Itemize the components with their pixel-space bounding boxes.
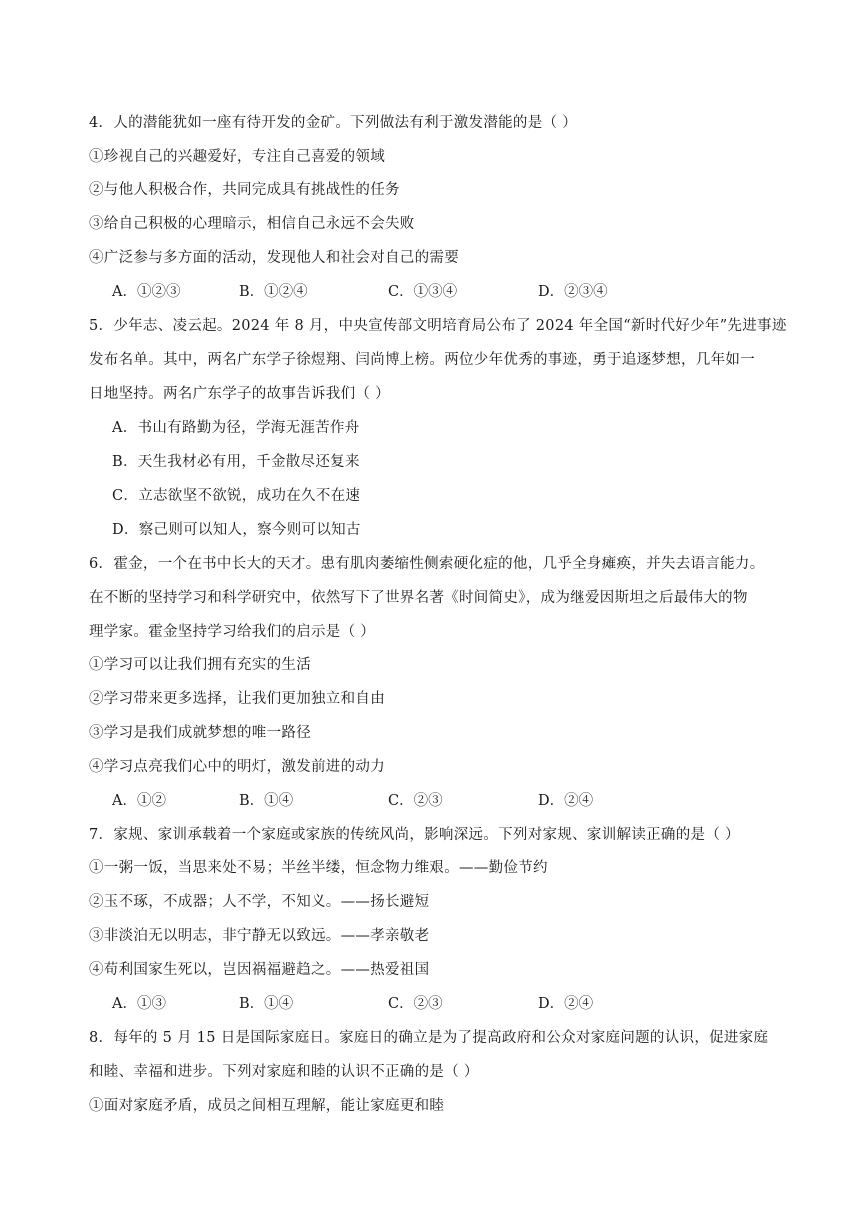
question-6-option-c[interactable]: C．②③ <box>388 793 443 809</box>
question-5-option-d[interactable]: D．察己则可以知人，察今则可以知古 <box>112 522 361 538</box>
question-4-statement-3: ③给自己积极的心理暗示，相信自己永远不会失败 <box>89 216 415 232</box>
question-7-option-d[interactable]: D．②④ <box>538 996 594 1012</box>
question-6-stem-line-2: 在不断的坚持学习和科学研究中，依然写下了世界名著《时间简史》，成为继爱因斯坦之后最伟大的物 <box>89 590 748 606</box>
question-7-stem: 7．家规、家训承载着一个家庭或家族的传统风尚，影响深远。下列对家规、家训解读正确的是（ ） <box>89 827 740 843</box>
question-5-stem-line-3: 日地坚持。两名广东学子的故事告诉我们（ ） <box>89 386 390 402</box>
question-7-option-c[interactable]: C．②③ <box>388 996 443 1012</box>
question-5-option-a[interactable]: A．书山有路勤为径，学海无涯苦作舟 <box>112 420 360 436</box>
question-6-option-a[interactable]: A．①② <box>112 793 166 809</box>
question-5-stem-line-1: 5．少年志、凌云起。2024 年 8 月，中央宣传部文明培育局公布了 2024 年全国“新时代好少年”先进事迹 <box>89 318 787 334</box>
question-4-option-b[interactable]: B．①②④ <box>239 284 308 300</box>
question-7-option-a[interactable]: A．①③ <box>112 996 166 1012</box>
question-4-statement-1: ①珍视自己的兴趣爱好，专注自己喜爱的领域 <box>89 149 385 165</box>
question-6-statement-4: ④学习点亮我们心中的明灯，激发前进的动力 <box>89 759 385 775</box>
question-5-stem-line-2: 发布名单。其中，两名广东学子徐煜翔、闫尚博上榜。两位少年优秀的事迹，勇于追逐梦想，几年如一 <box>89 352 755 368</box>
question-4-statement-2: ②与他人积极合作，共同完成具有挑战性的任务 <box>89 182 400 198</box>
question-7-statement-4: ④苟利国家生死以，岂因祸福避趋之。——热爱祖国 <box>89 962 430 978</box>
question-4-stem: 4．人的潜能犹如一座有待开发的金矿。下列做法有利于激发潜能的是（ ） <box>89 115 578 131</box>
question-4-option-a[interactable]: A．①②③ <box>112 284 181 300</box>
question-6-stem-line-3: 理学家。霍金坚持学习给我们的启示是（ ） <box>89 624 376 640</box>
question-7-statement-2: ②玉不琢，不成器；人不学，不知义。——扬长避短 <box>89 894 430 910</box>
question-7-option-b[interactable]: B．①④ <box>239 996 294 1012</box>
question-5-option-b[interactable]: B．天生我材必有用，千金散尽还复来 <box>112 454 360 470</box>
question-6-statement-3: ③学习是我们成就梦想的唯一路径 <box>89 725 311 741</box>
question-8-stem-line-2: 和睦、幸福和进步。下列对家庭和睦的认识不正确的是（ ） <box>89 1064 479 1080</box>
question-6-option-d[interactable]: D．②④ <box>538 793 594 809</box>
question-5-option-c[interactable]: C．立志欲坚不欲锐，成功在久不在速 <box>112 488 361 504</box>
question-6-stem-line-1: 6．霍金，一个在书中长大的天才。患有肌肉萎缩性侧索硬化症的他，几乎全身瘫痪，并失去语言能力。 <box>89 556 765 572</box>
question-8-statement-1: ①面对家庭矛盾，成员之间相互理解，能让家庭更和睦 <box>89 1098 445 1114</box>
question-7-statement-1: ①一粥一饭，当思来处不易；半丝半缕，恒念物力维艰。——勤俭节约 <box>89 860 548 876</box>
question-4-option-c[interactable]: C．①③④ <box>388 284 458 300</box>
question-4-statement-4: ④广泛参与多方面的活动，发现他人和社会对自己的需要 <box>89 250 459 266</box>
question-8-stem-line-1: 8．每年的 5 月 15 日是国际家庭日。家庭日的确立是为了提高政府和公众对家庭问题的认识，促进家庭 <box>89 1030 769 1046</box>
question-6-option-b[interactable]: B．①④ <box>239 793 294 809</box>
question-4-option-d[interactable]: D．②③④ <box>538 284 608 300</box>
question-6-statement-2: ②学习带来更多选择，让我们更加独立和自由 <box>89 691 385 707</box>
question-7-statement-3: ③非淡泊无以明志，非宁静无以致远。——孝亲敬老 <box>89 928 430 944</box>
question-6-statement-1: ①学习可以让我们拥有充实的生活 <box>89 657 311 673</box>
